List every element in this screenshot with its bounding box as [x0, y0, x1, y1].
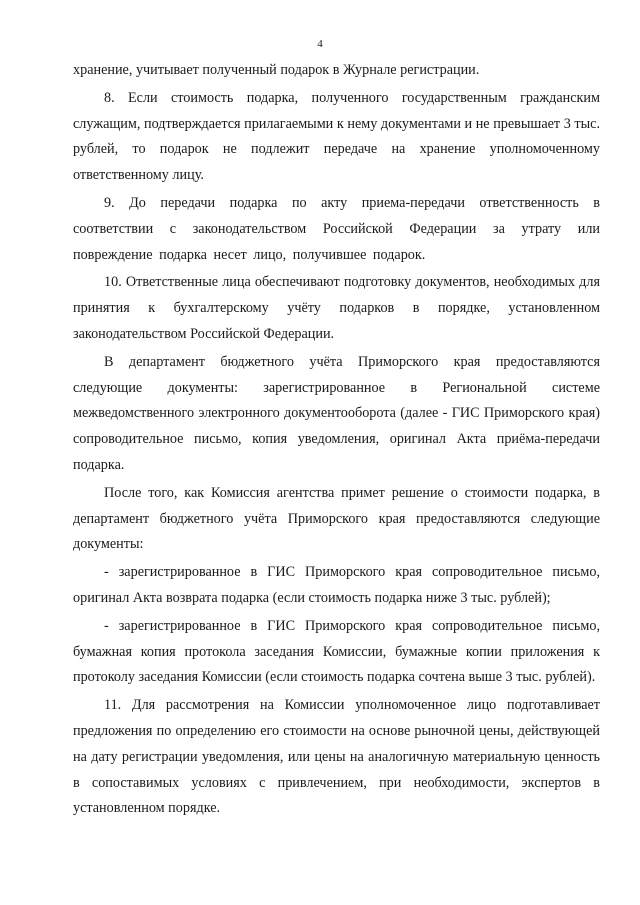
document-body [73, 58, 600, 824]
paragraph-item-10: 10. Ответственные лица обеспечивают подготовку документов, необходимых для принятия к бухгалтерскому учёту подарков в порядке, установленном законодательством Российской Федерации. [73, 274, 600, 342]
list-item-below-3k: - зарегистрированное в ГИС Приморского края сопроводительное письмо, оригинал Акта возврата подарка (если стоимость подарка ниже 3 тыс. рублей); [73, 564, 600, 606]
page-number: 4 [317, 38, 323, 50]
paragraph-after-commission: После того, как Комиссия агентства примет решение о стоимости подарка, в департамент бюджетного учёта Приморского края предоставляются следующие документы: [73, 484, 600, 553]
paragraph-budget-department: В департамент бюджетного учёта Приморского края предоставляются следующие документы: зарегистрированное в Региональной системе межведомственного электронного документооборота (далее - ГИС Приморского края) сопроводительное письмо, копия уведомления, оригинал Акта приёма-передачи подарка. [73, 353, 600, 473]
paragraph-continuation: хранение, учитывает полученный подарок в Журнале регистрации. [73, 62, 480, 78]
paragraph-item-9: 9. До передачи подарка по акту приема-передачи ответственность в соответствии с законодательством Российской Федерации за утрату или повреждение подарка несет лицо, получившее подарок. [73, 194, 600, 263]
paragraph-item-8: 8. Если стоимость подарка, полученного государственным гражданским служащим, подтверждается прилагаемыми к нему документами и не превышает 3 тыс. рублей, то подарок не подлежит передаче на хранение уполномоченному ответственному лицу. [73, 89, 600, 184]
list-item-above-3k: - зарегистрированное в ГИС Приморского края сопроводительное письмо, бумажная копия протокола заседания Комиссии, бумажные копии приложения к протоколу заседания Комиссии (если стоимость подарка сочтена выше 3 тыс. рублей). [73, 617, 600, 686]
paragraph-item-11: 11. Для рассмотрения на Комиссии уполномоченное лицо подготавливает предложения по определению его стоимости на основе рыночной цены, действующей на дату регистрации уведомления, или цены на аналогичную материальную ценность в сопоставимых условиях с привлечением, при необходимости, экспертов в установленном порядке. [73, 697, 600, 817]
